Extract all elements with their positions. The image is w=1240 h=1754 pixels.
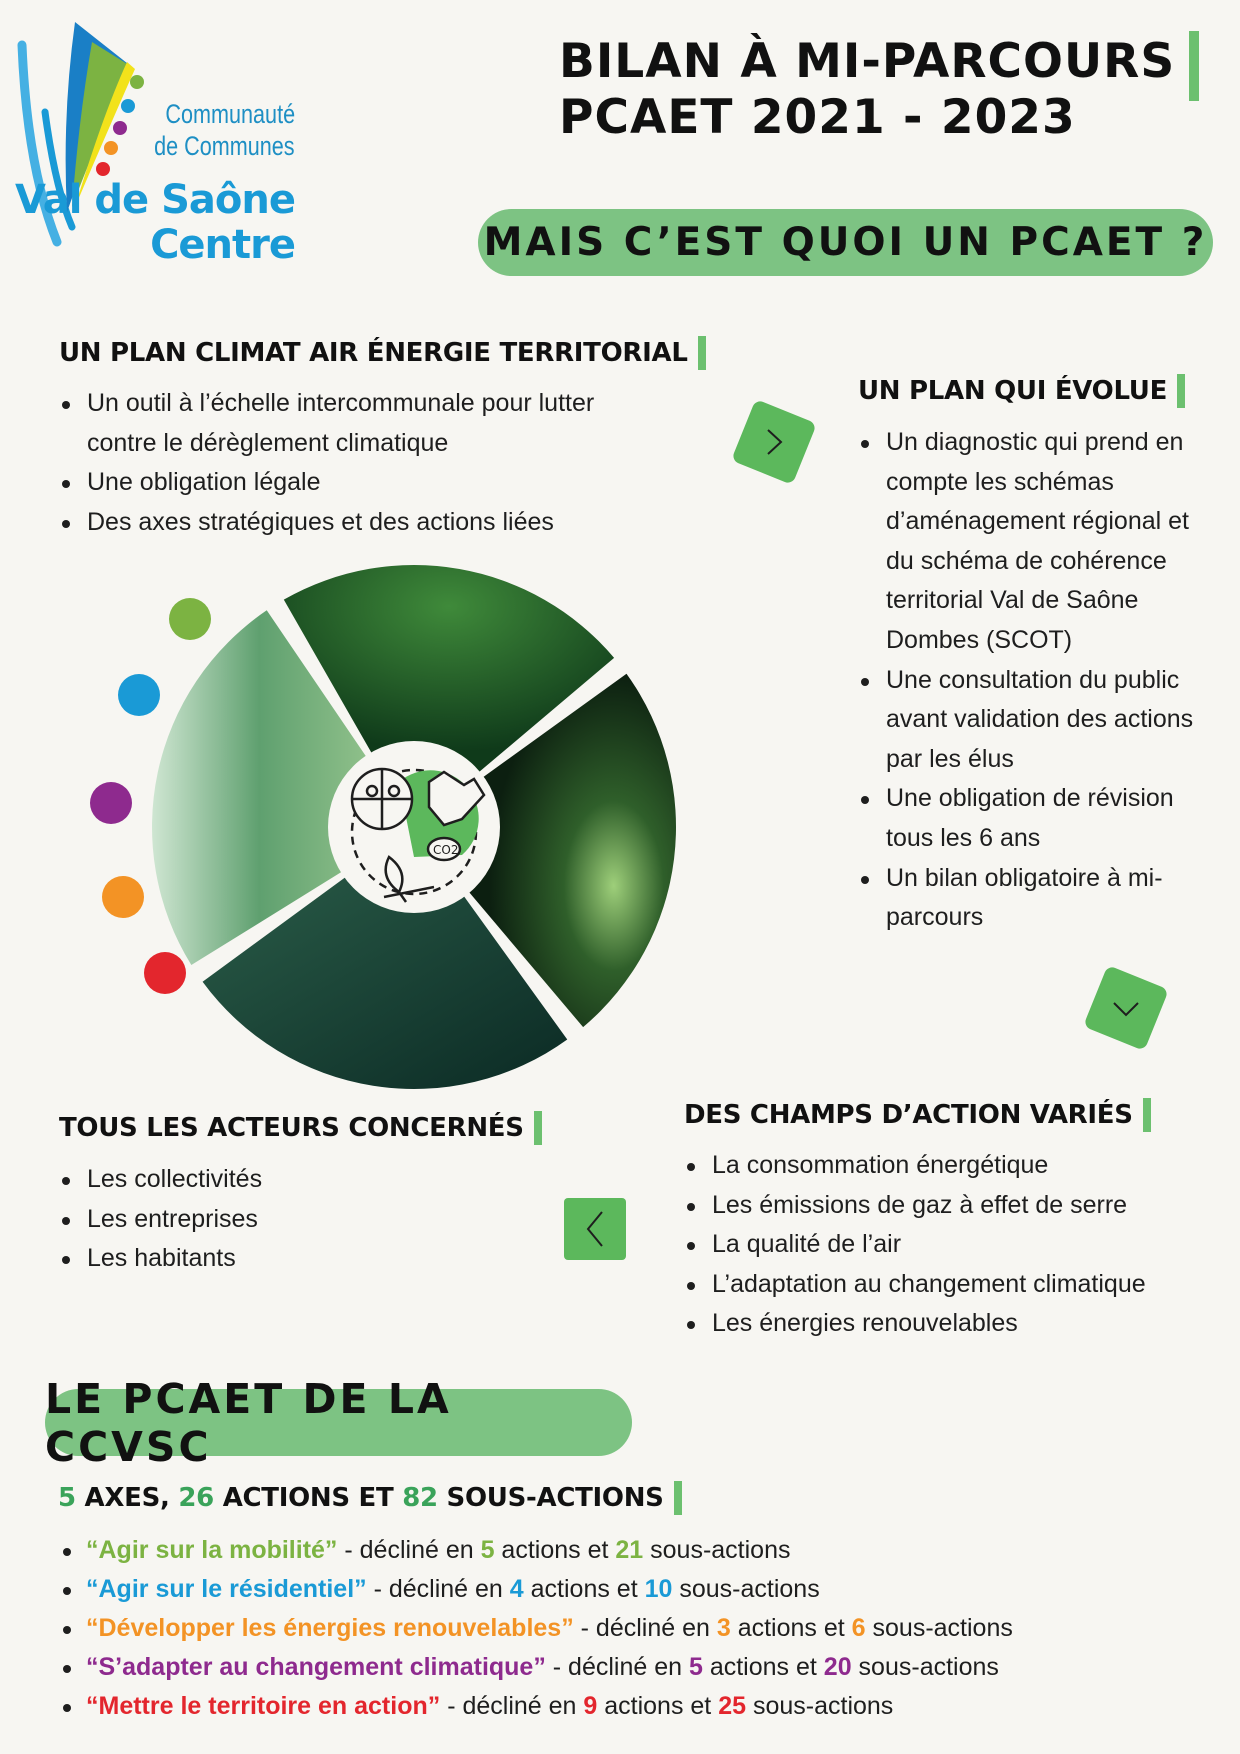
- axis-item: [60, 1648, 1230, 1687]
- list-item: Les énergies renouvelables: [684, 1304, 1224, 1344]
- axis-name: “Agir sur la mobilité”: [86, 1536, 338, 1564]
- logo-line4: Centre: [150, 222, 295, 268]
- list-item: L’adaptation au changement climatique: [684, 1265, 1224, 1305]
- list-item: La qualité de l’air: [684, 1225, 1224, 1265]
- summary-actions: 26: [178, 1483, 214, 1513]
- axis-sous-actions: 6: [851, 1614, 866, 1642]
- dot-green: [169, 598, 211, 640]
- summary-sous-actions-label: SOUS-ACTIONS: [437, 1483, 664, 1513]
- dot-red: [144, 952, 186, 994]
- axis-actions: 4: [509, 1575, 524, 1603]
- acteurs-list: [59, 1160, 509, 1279]
- logo-dot-red: [96, 162, 110, 176]
- axis-actions: 5: [688, 1653, 703, 1681]
- axis-actions: 5: [480, 1536, 495, 1564]
- axis-connector: - décliné en: [440, 1692, 584, 1720]
- champs-list: [684, 1146, 1224, 1344]
- section-heading-evolue: [858, 374, 1185, 408]
- list-item: Une obligation légale: [59, 463, 619, 503]
- list-item: Une obligation de révision tous les 6 ans: [858, 779, 1203, 858]
- heading-text: UN PLAN QUI ÉVOLUE: [858, 376, 1168, 406]
- heading-bar: [1143, 1098, 1151, 1132]
- illustration-wheel: [144, 557, 684, 1097]
- section-heading-champs: [684, 1098, 1151, 1132]
- axis-name: “Mettre le territoire en action”: [86, 1692, 441, 1720]
- list-item: Les collectivités: [59, 1160, 509, 1200]
- list-item: Des axes stratégiques et des actions liées: [59, 503, 619, 543]
- axis-name: “Développer les énergies renouvelables”: [86, 1614, 574, 1642]
- section-heading-plan: [59, 336, 706, 370]
- axes-list: [60, 1531, 1230, 1726]
- dot-orange: [102, 876, 144, 918]
- axis-connector: - décliné en: [337, 1536, 481, 1564]
- heading-bar: [698, 336, 706, 370]
- summary-sous-actions: 82: [402, 1483, 438, 1513]
- logo-dot-green: [130, 75, 144, 89]
- axis-connector: - décliné en: [573, 1614, 717, 1642]
- axis-item: [60, 1531, 1230, 1570]
- axis-item: [60, 1687, 1230, 1726]
- axis-name: “S’adapter au changement climatique”: [86, 1653, 546, 1681]
- chevron-left-icon: [564, 1198, 626, 1260]
- axis-actions: 9: [583, 1692, 598, 1720]
- page-title: [559, 34, 1175, 146]
- axis-sous-actions: 20: [823, 1653, 852, 1681]
- ccvsc-pill: LE PCAET DE LA CCVSC: [45, 1389, 632, 1456]
- axis-connector: actions et: [702, 1653, 824, 1681]
- summary-axes-label: AXES,: [75, 1483, 179, 1513]
- list-item: Un bilan obligatoire à mi-parcours: [858, 859, 1203, 938]
- axis-connector: sous-actions: [865, 1614, 1013, 1642]
- axis-connector: actions et: [494, 1536, 616, 1564]
- axis-connector: actions et: [597, 1692, 719, 1720]
- summary-axes: 5: [58, 1483, 76, 1513]
- axis-name: “Agir sur le résidentiel”: [86, 1575, 367, 1603]
- axis-sous-actions: 21: [615, 1536, 644, 1564]
- heading-bar: [674, 1481, 682, 1515]
- list-item: Les habitants: [59, 1239, 509, 1279]
- axis-item: [60, 1570, 1230, 1609]
- heading-text: TOUS LES ACTEURS CONCERNÉS: [59, 1113, 524, 1143]
- list-item: Une consultation du public avant validation des actions par les élus: [858, 661, 1203, 780]
- dot-purple: [90, 782, 132, 824]
- list-item: Les émissions de gaz à effet de serre: [684, 1186, 1224, 1226]
- ccvsc-summary: [58, 1481, 682, 1515]
- heading-text: UN PLAN CLIMAT AIR ÉNERGIE TERRITORIAL: [59, 338, 688, 368]
- dot-blue: [118, 674, 160, 716]
- list-item: Les entreprises: [59, 1200, 509, 1240]
- title-accent-bar: [1189, 31, 1199, 101]
- evolue-list: [858, 423, 1203, 938]
- axis-actions: 3: [716, 1614, 731, 1642]
- heading-bar: [1177, 374, 1185, 408]
- axis-item: [60, 1609, 1230, 1648]
- chevron-down-icon: [1083, 965, 1169, 1051]
- axis-sous-actions: 10: [644, 1575, 673, 1603]
- axis-connector: - décliné en: [366, 1575, 510, 1603]
- section-heading-acteurs: [59, 1111, 542, 1145]
- axis-connector: sous-actions: [672, 1575, 820, 1603]
- logo-line2: de Communes: [154, 131, 295, 161]
- heading-text: DES CHAMPS D’ACTION VARIÉS: [684, 1100, 1133, 1130]
- axis-connector: actions et: [523, 1575, 645, 1603]
- axis-connector: - décliné en: [545, 1653, 689, 1681]
- logo: [17, 17, 337, 275]
- list-item: Un diagnostic qui prend en compte les schémas d’aménagement régional et du schéma de cohérence territorial Val de Saône Dombes (SCOT): [858, 423, 1203, 661]
- summary-actions-label: ACTIONS ET: [213, 1483, 403, 1513]
- question-pill: MAIS C’EST QUOI UN PCAET ?: [478, 209, 1213, 276]
- logo-dot-orange: [104, 141, 118, 155]
- logo-line1: Communauté: [165, 99, 295, 129]
- chevron-right-icon: [731, 399, 817, 485]
- axis-connector: sous-actions: [643, 1536, 791, 1564]
- title-line2: PCAET 2021 - 2023: [559, 90, 1076, 145]
- heading-bar: [534, 1111, 542, 1145]
- axis-sous-actions: 25: [718, 1692, 747, 1720]
- logo-line3: Val de Saône: [15, 177, 295, 223]
- list-item: La consommation énergétique: [684, 1146, 1224, 1186]
- list-item: Un outil à l’échelle intercommunale pour lutter contre le dérèglement climatique: [59, 384, 619, 463]
- svg-text:CO2: CO2: [433, 843, 459, 857]
- logo-dot-purple: [113, 121, 127, 135]
- axis-connector: sous-actions: [851, 1653, 999, 1681]
- axis-connector: sous-actions: [746, 1692, 894, 1720]
- logo-dot-blue: [121, 99, 135, 113]
- axis-connector: actions et: [730, 1614, 852, 1642]
- title-line1: BILAN À MI-PARCOURS: [559, 34, 1176, 89]
- plan-list: [59, 384, 619, 542]
